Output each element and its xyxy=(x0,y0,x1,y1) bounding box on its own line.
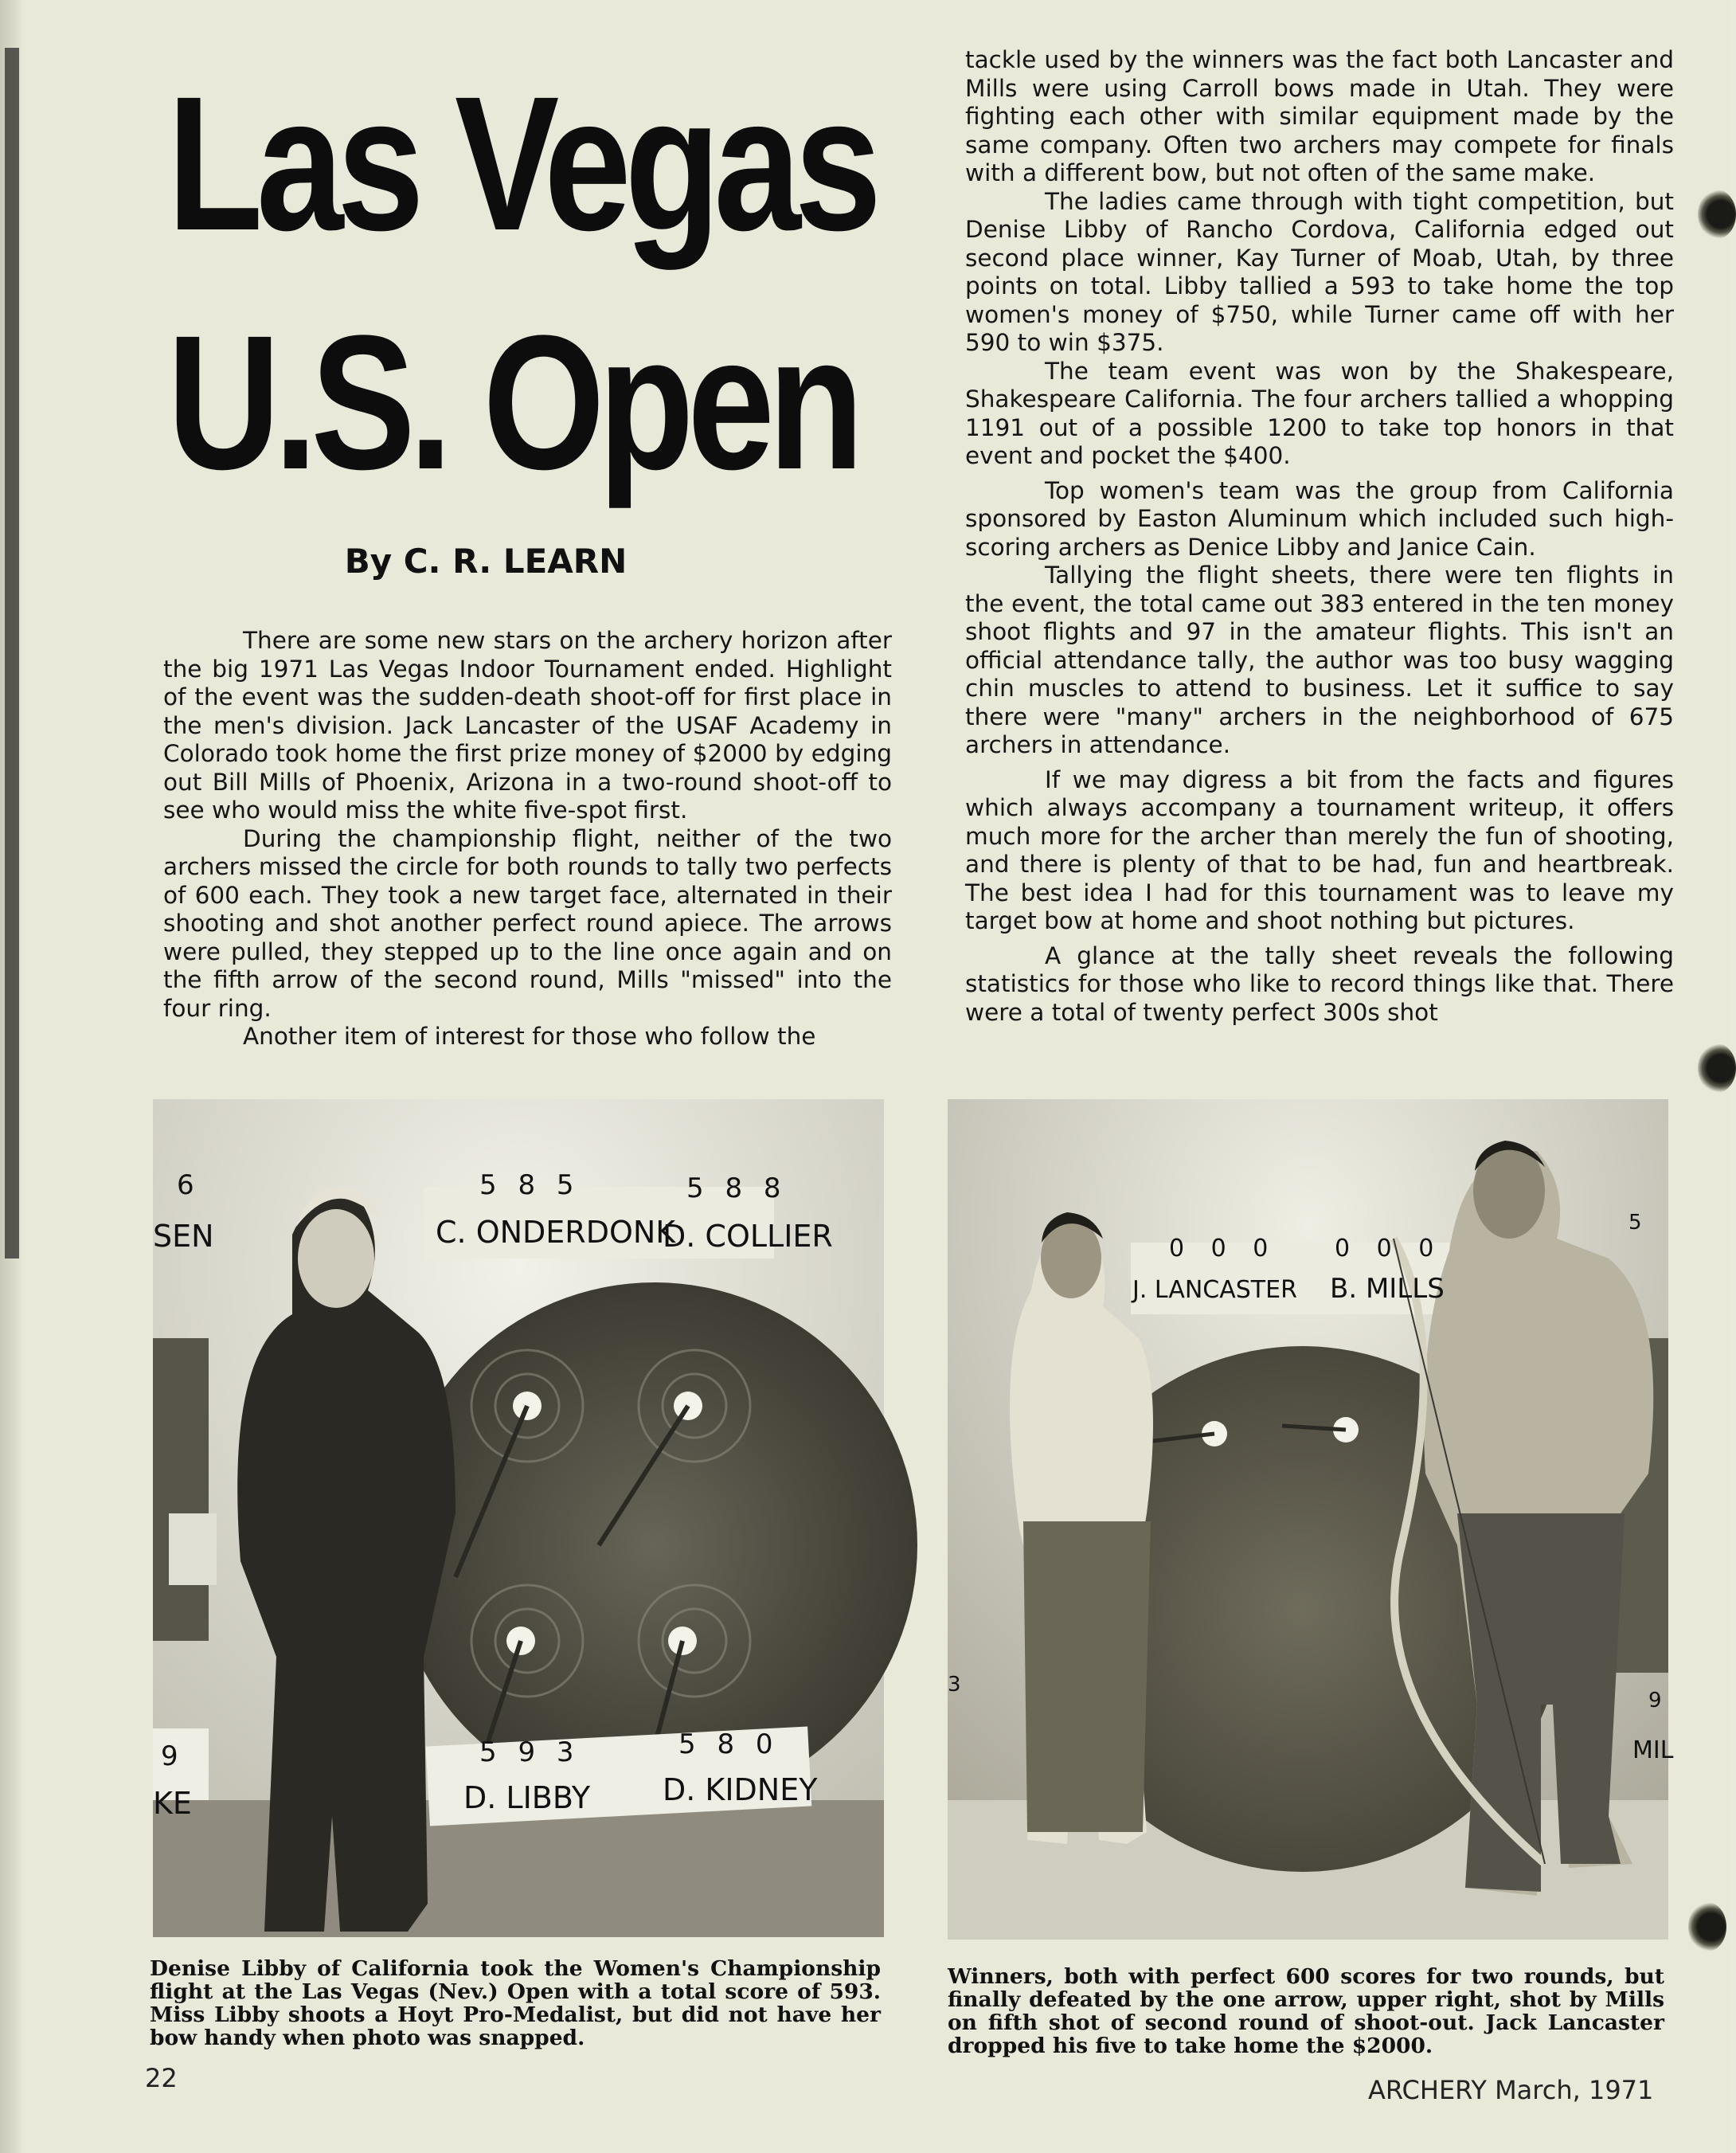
name-top-right: D. COLLIER xyxy=(663,1219,833,1254)
photo-illustration xyxy=(948,1099,1668,1940)
paragraph: There are some new stars on the archery horizon after the big 1971 Las Vegas Indoor Tournament ended. Highlight of the event was the sudden-death shoot-off for first place in the men's division. Jack Lancaster of the USAF Academy in Colorado took home the first prize money of $2000 by edging out Bill Mills of Phoenix, Arizona in a two-round shoot-off to see who would miss the white five-spot first. xyxy=(163,627,892,824)
article-title xyxy=(167,44,875,522)
name-mills: B. MILLS xyxy=(1330,1273,1445,1305)
paragraph: A glance at the tally sheet reveals the following statistics for those who like to record things like that. There were a total of twenty perfect 300s shot xyxy=(965,941,1674,1026)
score-lancaster: 0 0 0 xyxy=(1169,1235,1278,1262)
name-lancaster: J. LANCASTER xyxy=(1132,1276,1297,1304)
photo-lancaster-mills xyxy=(948,1099,1674,1940)
score-top-left: 5 8 5 xyxy=(479,1169,581,1201)
byline: By C. R. LEARN xyxy=(344,542,628,581)
paragraph: The ladies came through with tight competition, but Denise Libby of Rancho Cordova, California edged out second place winner, Kay Turner of Moab, Utah, by three points on total. Libby tallied a 593 to take home the top women's money of $750, while Turner came off with her 590 to win $375. xyxy=(965,187,1674,356)
paragraph: tackle used by the winners was the fact both Lancaster and Mills were using Carroll bows made in Utah. They were fighting each other with similar equipment made by the same company. Often two archers may compete for finals with a different bow, but not often of the same make. xyxy=(965,46,1674,186)
edge-score-bottom-right: 9 xyxy=(1648,1689,1662,1713)
title-line-1: Las Vegas xyxy=(167,57,875,270)
paragraph: The team event was won by the Shakespeare, Shakespeare California. The four archers tallied a whopping 1191 out of a possible 1200 to take top honors in that event and pocket the $400. xyxy=(965,357,1674,469)
binding-edge xyxy=(0,0,24,2153)
binder-hole xyxy=(1698,190,1736,239)
right-column xyxy=(965,46,1674,1027)
binding-strip xyxy=(5,48,19,1259)
score-bottom-right: 5 8 0 xyxy=(678,1728,780,1760)
edge-score-right: 5 xyxy=(1628,1211,1642,1235)
edge-score-bottom: 9 xyxy=(161,1740,178,1772)
left-column xyxy=(163,627,892,1051)
paragraph: Tallying the flight sheets, there were ten flights in the event, the total came out 383 entered in the ten money shoot flights and 97 in the amateur flights. This isn't an official attendance tally, the author was too busy wagging chin muscles to attend to business. Let it suffice to say there were "many" archers in the neighborhood of 675 archers in attendance. xyxy=(965,562,1674,758)
edge-name: SEN xyxy=(153,1219,214,1254)
paragraph: During the championship flight, neither of the two archers missed the circle for both rounds to tally two perfects of 600 each. They took a new target face, alternated in their shooting and shot another perfect round apiece. The arrows were pulled, they stepped up to the line once again and on the fifth arrow of the second round, Mills "missed" into the four ring. xyxy=(163,824,892,1022)
score-bottom-left: 5 9 3 xyxy=(479,1736,581,1768)
photo-denise-libby xyxy=(153,1099,884,1937)
name-bottom-left: D. LIBBY xyxy=(463,1780,591,1815)
page-number: 22 xyxy=(145,2063,178,2093)
title-line-2: U.S. Open xyxy=(167,296,858,509)
edge-name-bottom: KE xyxy=(153,1786,192,1821)
edge-score: 6 xyxy=(177,1169,194,1201)
paragraph: If we may digress a bit from the facts and figures which always accompany a tournament writeup, it offers much more for the archer than merely the fun of shooting, and there is plenty of that to be had, fun and heartbreak. The best idea I had for this tournament was to leave my target bow at home and shoot nothing but pictures. xyxy=(965,765,1674,934)
name-top-left: C. ONDERDONK xyxy=(436,1215,676,1250)
caption-right: Winners, both with perfect 600 scores for two rounds, but finally defeated by the one arrow, upper right, shot by Mills on fifth shot of second round of shoot-out. Jack Lancaster dropped his five to take home the $2000. xyxy=(948,1964,1664,2058)
magazine-footer: ARCHERY March, 1971 xyxy=(1368,2075,1654,2105)
edge-score-left: 3 xyxy=(948,1673,961,1697)
score-top-right: 5 8 8 xyxy=(686,1172,788,1204)
score-mills: 0 0 0 xyxy=(1335,1235,1444,1262)
paragraph: Another item of interest for those who follow the xyxy=(243,1023,816,1050)
name-bottom-right: D. KIDNEY xyxy=(663,1772,818,1807)
edge-name-bottom-right: MIL xyxy=(1632,1736,1674,1764)
caption-left: Denise Libby of California took the Women's Championship flight at the Las Vegas (Nev.) Open with a total score of 593. Miss Libby shoots a Hoyt Pro-Medalist, but did not have her bow handy when photo was snapped. xyxy=(150,1956,881,2050)
paragraph: Top women's team was the group from California sponsored by Easton Aluminum which included such high-scoring archers as Denice Libby and Janice Cain. xyxy=(965,476,1674,561)
binder-hole xyxy=(1698,1043,1736,1093)
binder-hole xyxy=(1688,1902,1726,1951)
